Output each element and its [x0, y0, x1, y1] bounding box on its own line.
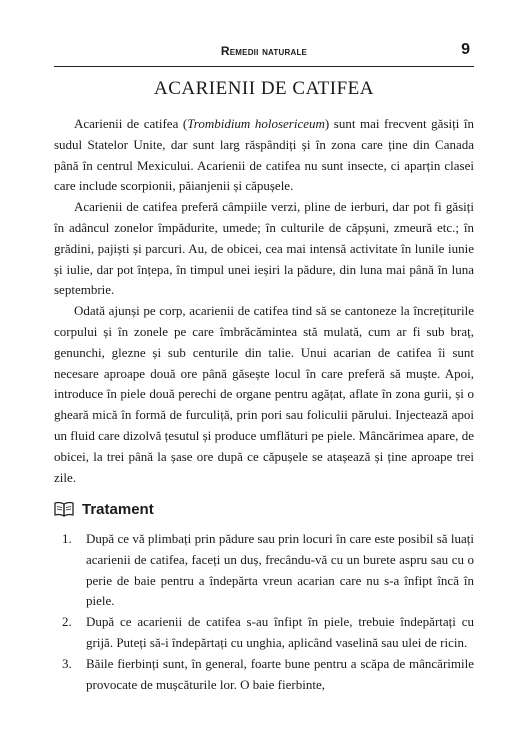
list-item: [54, 612, 474, 654]
list-item-number: 3.: [62, 655, 72, 671]
paragraph-1-text-start: Acarienii de catifea (: [74, 116, 188, 131]
list-item-text: După ce vă plimbați prin pădure sau prin locuri în care este posibil să luați acarienii de catifea, faceți un duș, frecându-vă cu un burete aspru sau cu o perie de baie pentru a îndepărta vreun acarian care nu s-a înfipt încă în piele.: [86, 531, 474, 609]
chapter-title: ACARIENII DE CATIFEA: [153, 78, 375, 99]
open-book-icon: [54, 501, 74, 517]
list-item: [54, 654, 474, 696]
list-item-number: 1.: [62, 531, 72, 546]
paragraph-1-text-end: ) sunt mai frecvent găsiți în sudul Statelor Unite, dar sunt larg răspândiți și în zona care ține din Canada până în centrul Mexicului. Acarienii de catifea nu sunt insecte, ci aparțin clasei care include scorpionii, păianjenii și căpușele.: [54, 116, 474, 194]
list-item-text: Băile fierbinți sunt, în general, foarte bune pentru a scăpa de mâncărimile provocate de mușcăturile lor. O baie fierbinte,: [86, 655, 474, 692]
body-text: [54, 114, 474, 488]
list-item-text: După ce acarienii de catifea s-au înfipt în piele, trebuie îndepărtați cu grijă. Puteți să-i îndepărtați cu unghia, aplicând vaselină sau ulei de ricin.: [86, 614, 474, 650]
section-title: Tratament: [82, 500, 154, 518]
page-number: 9: [461, 41, 470, 58]
list-item-number: 2.: [62, 614, 72, 630]
paragraph-1: [54, 114, 474, 197]
list-item: [54, 529, 474, 612]
paragraph-3: Odată ajunși pe corp, acarienii de catifea tind să se cantoneze la încrețiturile corpului și în zonele pe care îmbrăcămintea stă mulată, cum ar fi sub braț, genunchi, glezne și sub centurile din talie. Unui acarian de catifea îi sunt necesare aproape două ore până găsește locul în care preferă să muște. Apoi, introduce în piele două perechi de organe pentru agățat, aflate în zona gurii, și o gheară mică în formă de furculiță, prin pori sau foliculii părului. Injectează apoi un fluid care dizolvă țesutul și produce umflături pe piele. Mâncărimea apare, de obicei, la trei până la șase ore după ce căpușele se atașează și ține aproape trei zile.: [54, 303, 474, 485]
species-name: Trombidium holosericeum: [187, 116, 325, 131]
treatment-list: [54, 529, 474, 695]
running-head-title: Remedii naturale: [220, 44, 308, 58]
paragraph-2: Acarienii de catifea preferă câmpiile verzi, pline de ierburi, dar pot fi găsiți în adâncul zonelor împădurite, umede; în culturile de căpșuni, zmeură etc.; în grădini, pajiști și parcuri. Au, de obicei, cea mai intensă activitate în lunile iunie și iulie, dar pot înțepa, în timpul unei ieșiri la pădure, din luna mai până în luna septembrie.: [54, 199, 474, 298]
section-heading: [54, 497, 474, 521]
running-head: [54, 41, 474, 67]
